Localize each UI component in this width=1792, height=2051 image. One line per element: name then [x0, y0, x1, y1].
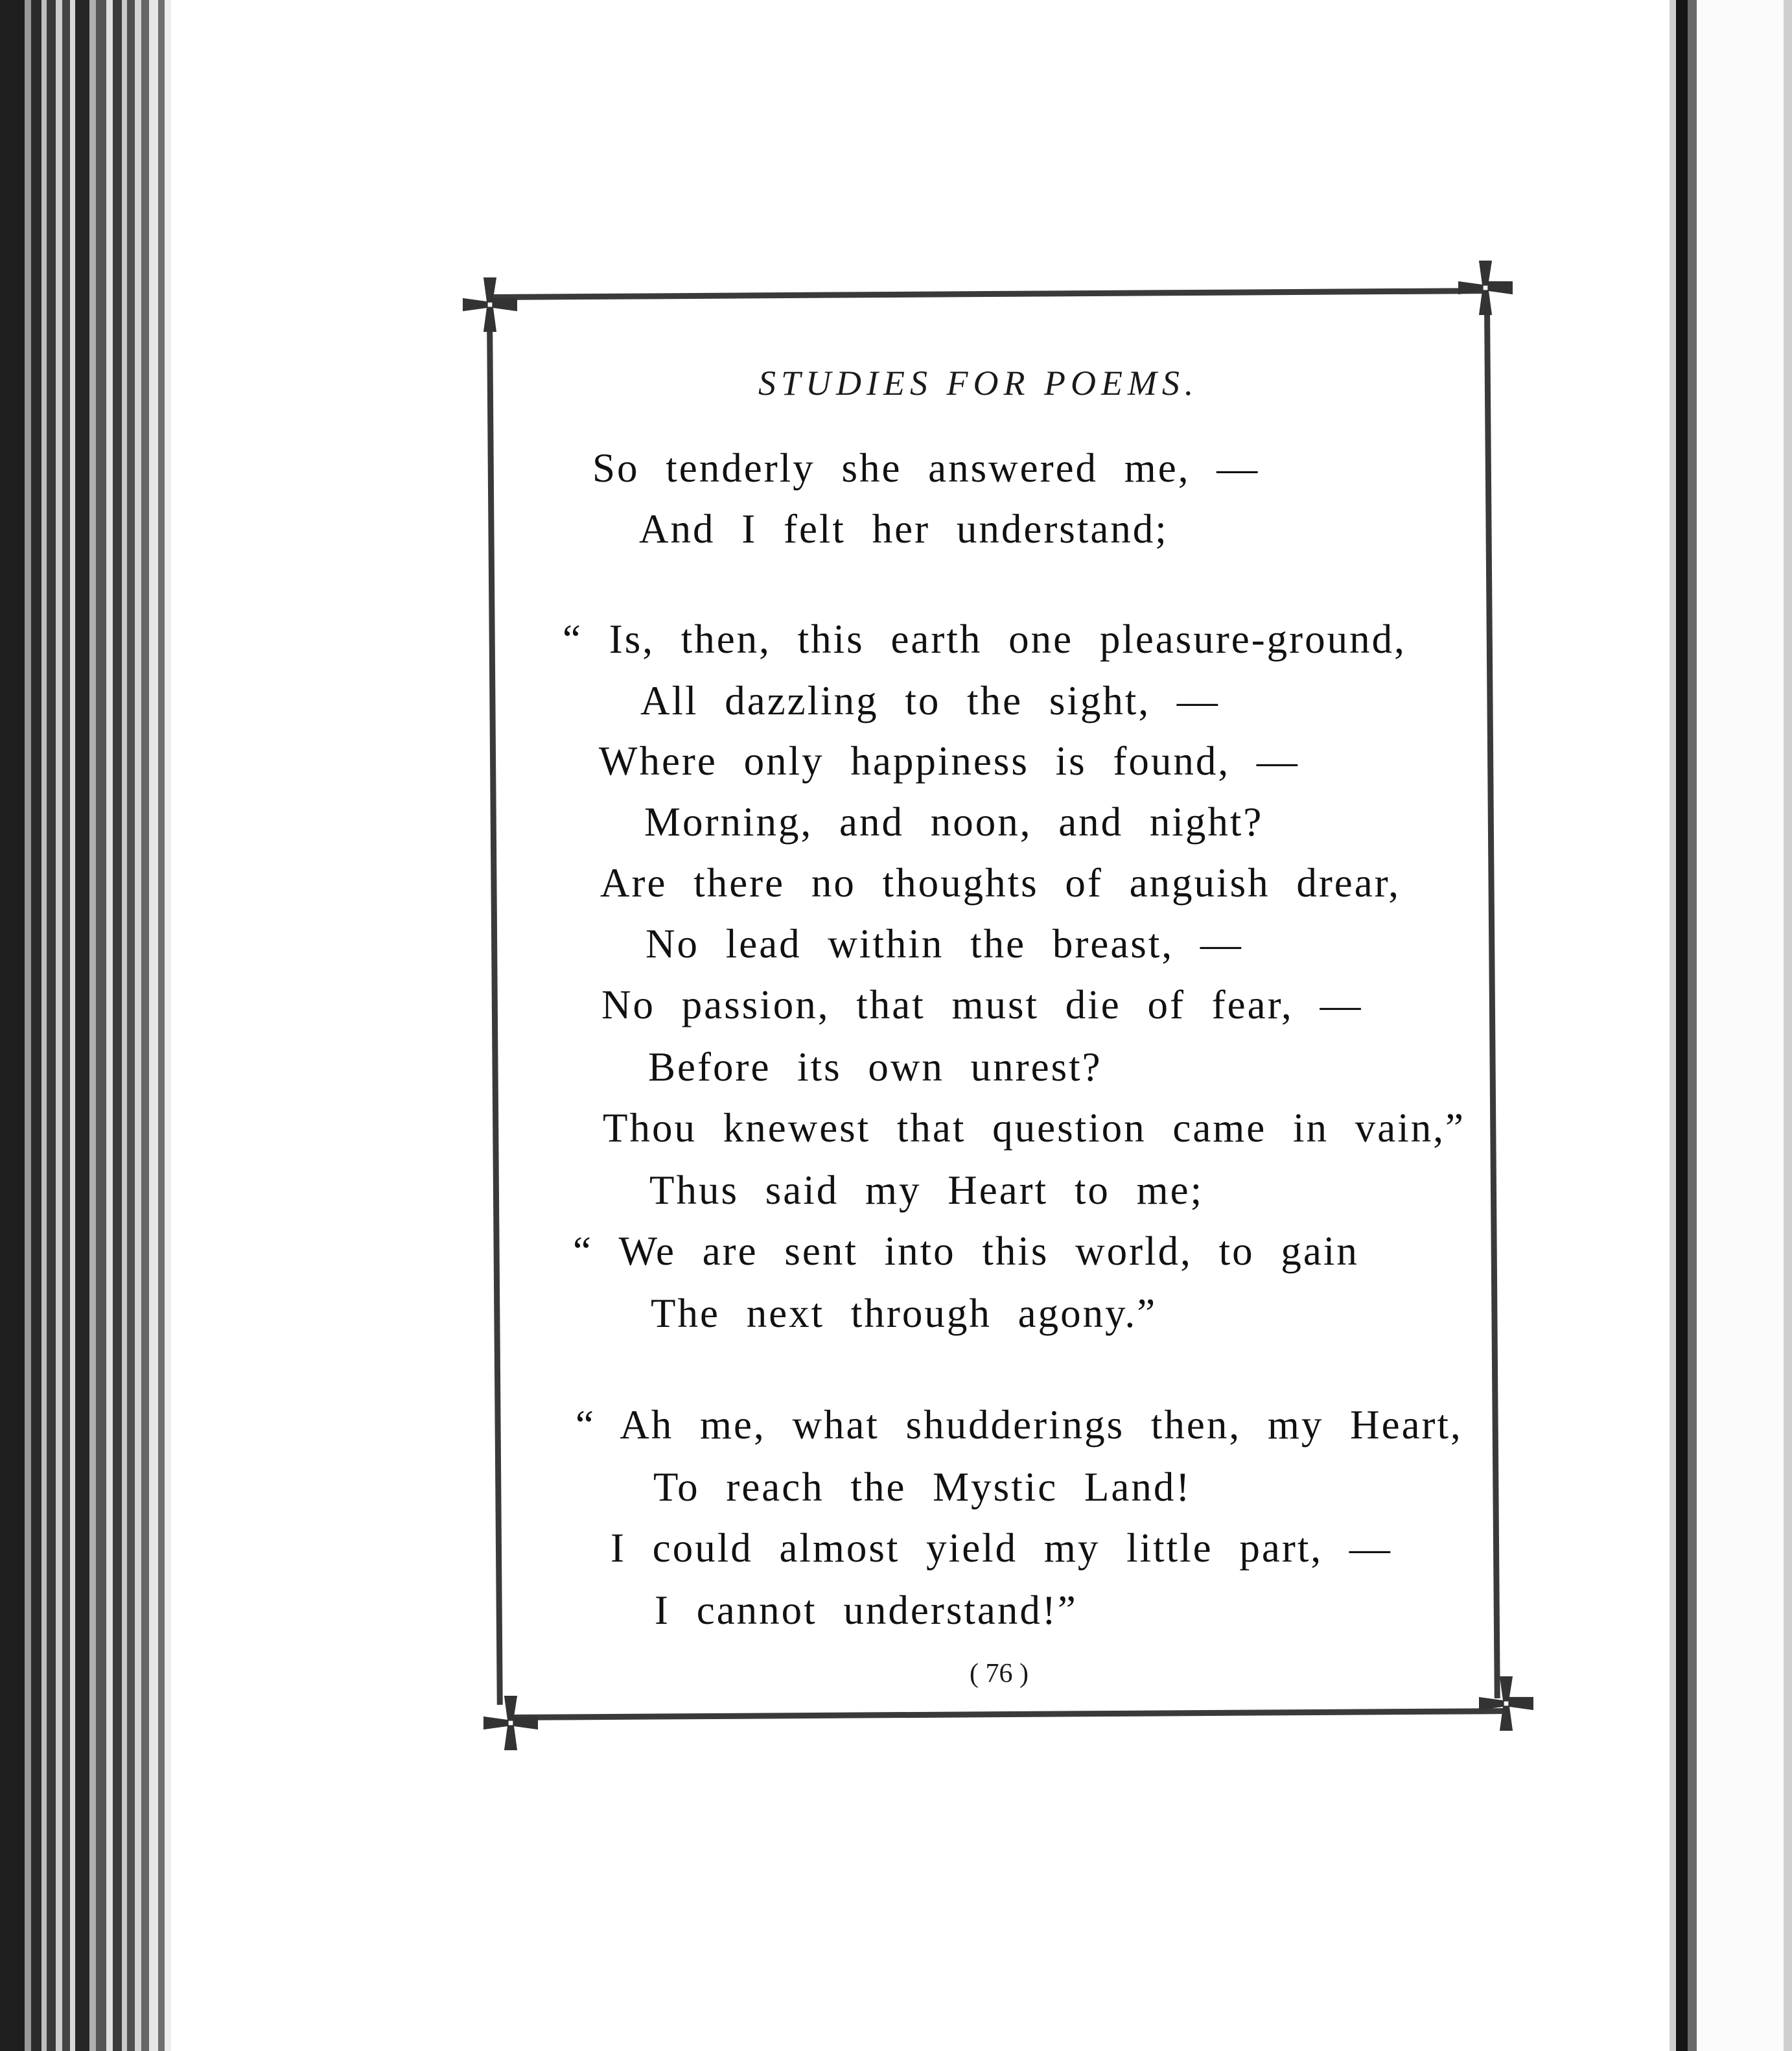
poem-line: The next through agony.” [651, 1291, 1158, 1336]
poem-line: Before its own unrest? [648, 1044, 1102, 1090]
cross-ornament-icon [1458, 261, 1513, 315]
poem-line: I could almost yield my little part, — [611, 1525, 1392, 1571]
poem-line: So tenderly she answered me, — [592, 445, 1260, 491]
poem-line: I cannot understand!” [655, 1588, 1078, 1633]
cross-ornament-icon [1479, 1676, 1533, 1731]
poem-line: “ We are sent into this world, to gain [573, 1228, 1359, 1274]
poem-line: No passion, that must die of fear, — [601, 982, 1363, 1027]
frame-right-rule [1484, 305, 1500, 1698]
frame-top-rule [490, 288, 1488, 300]
poem-line: “ Ah me, what shudderings then, my Heart, [576, 1402, 1463, 1447]
running-head: STUDIES FOR POEMS. [758, 364, 1199, 403]
poem-line: Are there no thoughts of anguish drear, [600, 860, 1401, 906]
poem-line: Thus said my Heart to me; [649, 1167, 1204, 1213]
page-number: ( 76 ) [970, 1659, 1029, 1689]
poem-line: No lead within the breast, — [646, 921, 1243, 967]
poem-line: Morning, and noon, and night? [644, 799, 1264, 845]
poem-line: “ Is, then, this earth one pleasure-ground, [563, 616, 1406, 662]
poem-line: Where only happiness is found, — [599, 738, 1299, 784]
poem-line: All dazzling to the sight, — [640, 678, 1220, 723]
frame-bottom-rule [511, 1708, 1509, 1720]
poem-line: To reach the Mystic Land! [653, 1464, 1192, 1510]
frame-left-rule [487, 311, 503, 1705]
poem-line: Thou knewest that question came in vain,” [603, 1105, 1465, 1151]
cross-ornament-icon [463, 277, 517, 332]
cross-ornament-icon [483, 1696, 538, 1750]
poem-line: And I felt her understand; [639, 506, 1169, 552]
